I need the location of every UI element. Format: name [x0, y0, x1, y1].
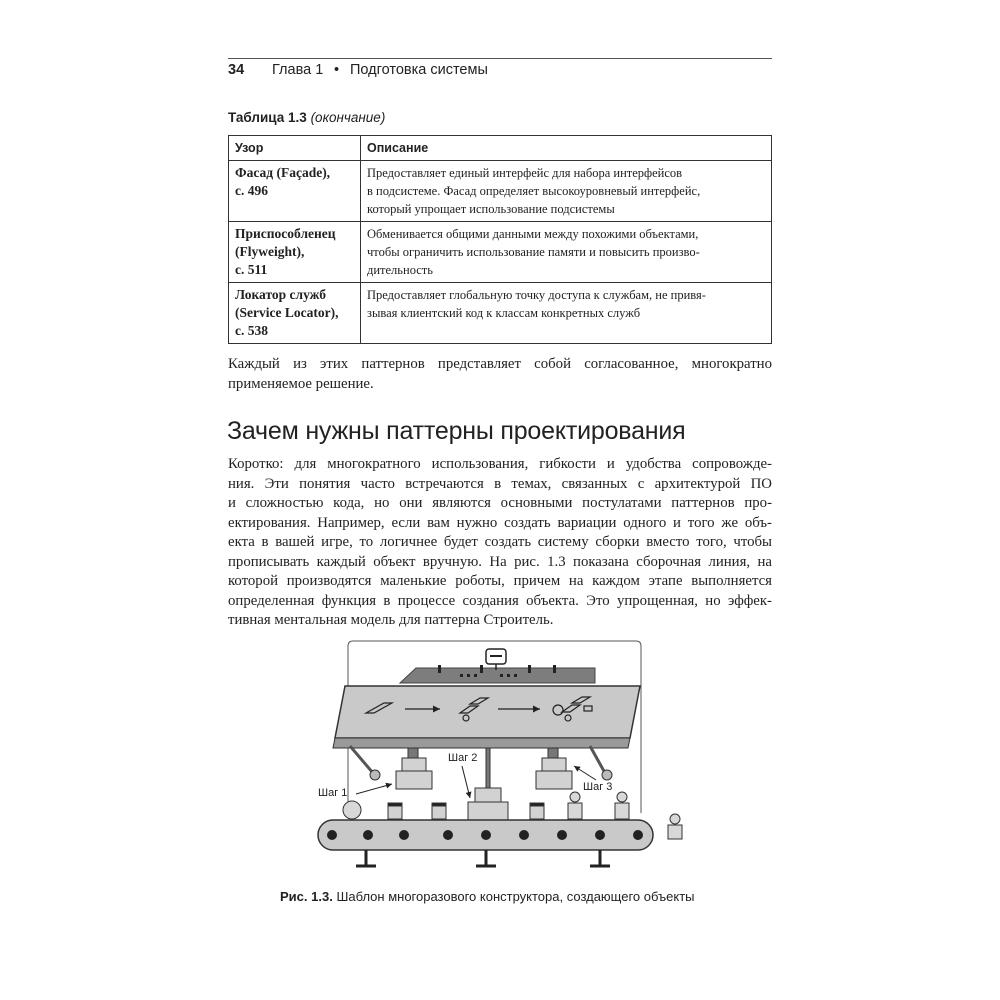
conveyor-legs: [356, 850, 610, 866]
pattern-name-line: с. 496: [235, 183, 268, 198]
table-caption-note: (окончание): [310, 110, 386, 125]
description-line: Предоставляет единый интерфейс для набора интерфейсов: [367, 166, 683, 180]
section-heading: Зачем нужны паттерны проектирования: [227, 417, 686, 445]
body-line: которой производятся маленькие роботы, причем на каждом этапе выполняется: [228, 573, 772, 589]
body-line: ния. Эти понятия часто встречаются в темах, связанных с архитектурой ПО: [228, 475, 772, 492]
step-3-label: Шаг 3: [583, 781, 613, 793]
header-separator: •: [334, 62, 340, 78]
step-1-label: Шаг 1: [318, 787, 348, 799]
left-arm: [350, 746, 373, 773]
assembly-line-figure: [300, 638, 700, 868]
raw-part-ball: [343, 801, 361, 819]
description-line: Обменивается общими данными между похожими объектами,: [367, 227, 699, 241]
description-line: дительность: [367, 263, 433, 277]
pattern-name-line: Локатор служб: [235, 287, 327, 302]
page-number: 34: [228, 62, 245, 78]
left-arm-ball: [370, 770, 380, 780]
blueprint-plate: [335, 686, 640, 738]
pattern-name-line: Приспособленец: [235, 226, 336, 241]
belt-items: [388, 803, 544, 819]
body-line: и сложностью кода, но они являются основными постулатами паттернов про-: [228, 495, 772, 511]
figure-caption-text: Шаблон многоразового конструктора, создающего объекты: [336, 889, 695, 904]
pattern-name-line: (Service Locator),: [235, 305, 339, 320]
step-1-arrow: [356, 784, 392, 794]
chapter-label: Глава 1: [272, 62, 324, 78]
pattern-description-cell: [361, 161, 772, 222]
pattern-name-line: Фасад (Façade),: [235, 165, 331, 180]
pattern-name-cell: [229, 222, 361, 283]
figure-caption-label: Рис. 1.3.: [280, 889, 333, 904]
patterns-table: [228, 135, 772, 344]
pattern-name-cell: [229, 161, 361, 222]
body-paragraph: [228, 455, 772, 631]
table-header-row: [229, 136, 772, 161]
page-header: [228, 58, 772, 83]
pattern-description-cell: [361, 222, 772, 283]
column-header-pattern: Узор: [229, 136, 361, 161]
monitor-icon: [486, 649, 506, 670]
body-line: ектирования. Например, если вам нужно создать вариации одного и того же объ-: [228, 514, 772, 531]
body-line: екта в вашей игре, то логичнее будет создать систему сборки вместо того, чтобы: [228, 534, 772, 550]
description-line: зывая клиентский код к классам конкретных служб: [367, 306, 641, 320]
table-row: [229, 222, 772, 283]
table-row: [229, 161, 772, 222]
pattern-name-line: с. 538: [235, 323, 268, 338]
press-left: [396, 748, 432, 789]
body-line: прописывать каждый объект вручную. На рис. 1.3 показана сборочная линия, на: [228, 553, 772, 570]
body-line: тивная ментальная модель для паттерна Строитель.: [228, 612, 554, 628]
pattern-name-cell: [229, 283, 361, 344]
column-header-description: Описание: [361, 136, 772, 161]
table-caption-label: Таблица 1.3: [228, 110, 307, 125]
description-line: который упрощает использование подсистемы: [367, 202, 615, 216]
step-2-arrow: [462, 766, 470, 798]
table-caption: [228, 110, 385, 125]
after-table-paragraph: Каждый из этих паттернов представляет собой согласованное, многократно применяемое решение.: [228, 356, 772, 392]
control-panel: [400, 668, 595, 683]
blueprint-plate-edge: [333, 738, 630, 748]
press-right: [536, 748, 572, 789]
right-arm: [590, 746, 605, 773]
chapter-title: Подготовка системы: [350, 62, 488, 78]
description-line: Предоставляет глобальную точку доступа к службам, не привя-: [367, 288, 706, 302]
description-line: чтобы ограничить использование памяти и повысить произво-: [367, 245, 700, 259]
description-line: в подсистеме. Фасад определяет высокоуровневый интерфейс,: [367, 184, 701, 198]
step-3-arrow: [574, 766, 596, 780]
table-row: [229, 283, 772, 344]
body-line: Коротко: для многократного использования, гибкости и удобства сопровожде-: [228, 456, 772, 472]
step-2-label: Шаг 2: [448, 752, 478, 764]
pattern-name-line: с. 511: [235, 262, 268, 277]
pattern-name-line: (Flyweight),: [235, 244, 305, 259]
pattern-description-cell: [361, 283, 772, 344]
right-arm-ball: [602, 770, 612, 780]
body-line: определенная функция в процессе создания объекта. Это упрощенная, но эффек-: [228, 592, 772, 609]
figure-caption: [280, 889, 695, 904]
